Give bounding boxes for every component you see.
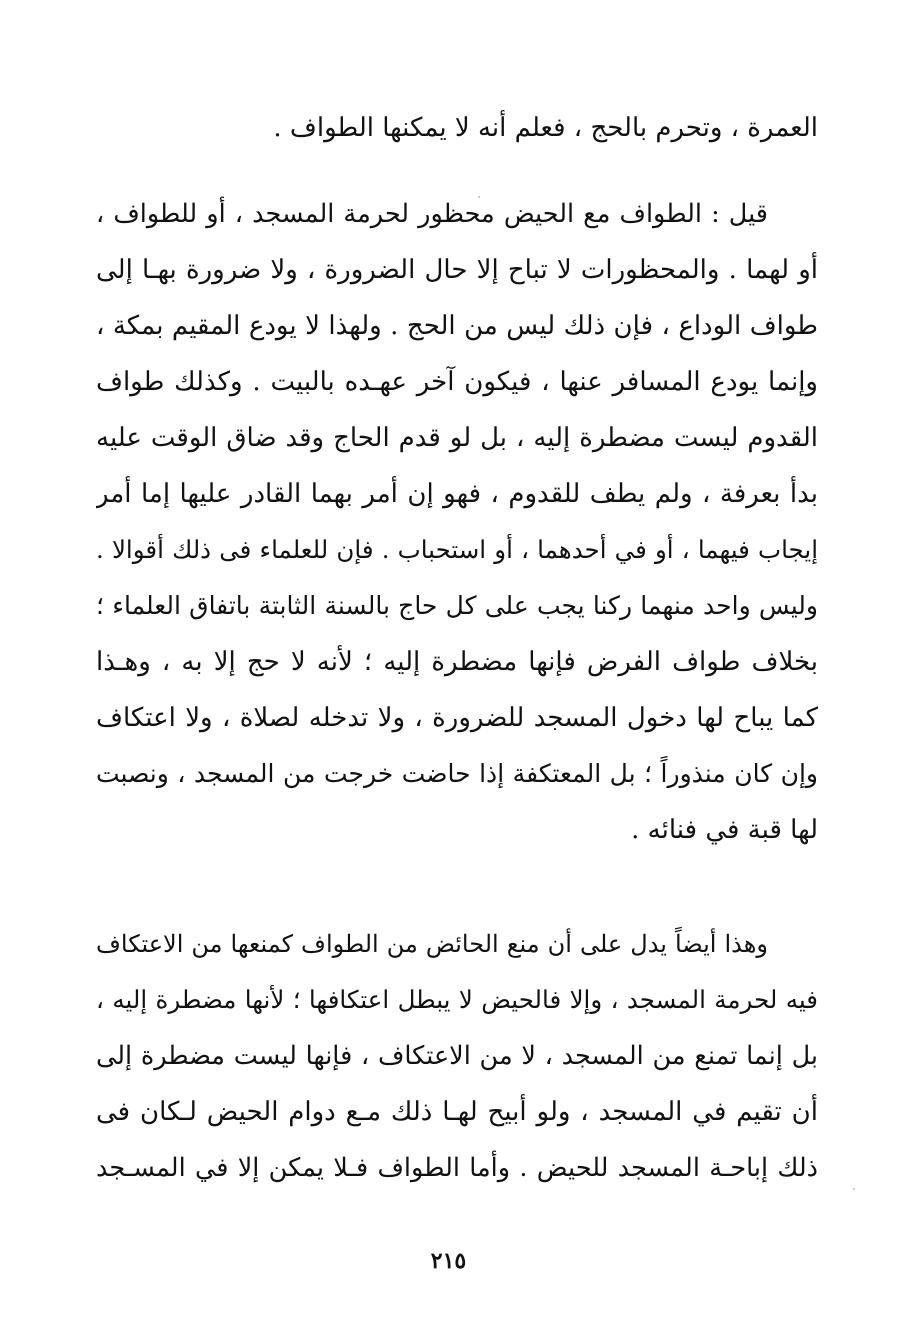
text-line: ذلك إباحـة المسجد للحيض . وأما الطواف فـلا يمكن إلا في المسـجد — [96, 1153, 818, 1183]
text-line: وهذا أيضاً يدل على أن منع الحائض من الطواف كمنعها من الاعتكاف — [96, 930, 768, 958]
page-number: ٢١٥ — [430, 1248, 467, 1274]
text-line: طواف الوداع ، فإن ذلك ليس من الحج . ولهذا لا يودع المقيم بمكة ، — [96, 311, 818, 341]
text-line: فيه لحرمة المسجد ، وإلا فالحيض لا يبطل اعتكافها ؛ لأنها مضطرة إليه ، — [96, 985, 818, 1014]
text-line: قيل : الطواف مع الحيض محظور لحرمة المسجد ، أو للطواف ، — [96, 199, 768, 229]
text-line: القدوم ليست مضطرة إليه ، بل لو قدم الحاج وقد ضاق الوقت عليه — [96, 423, 818, 453]
text-line: وليس واحد منهما ركنا يجب على كل حاج بالسنة الثابتة باتفاق العلماء ؛ — [96, 591, 818, 620]
text-line: لها قبة في فنائه . — [631, 815, 818, 845]
text-line: كما يباح لها دخول المسجد للضرورة ، ولا تدخله لصلاة ، ولا اعتكاف — [96, 703, 818, 733]
paragraph-2 — [96, 186, 818, 858]
text-line: بل إنما تمنع من المسجد ، لا من الاعتكاف ، فإنها ليست مضطرة إلى — [96, 1041, 818, 1071]
text-line: بخلاف طواف الفرض فإنها مضطرة إليه ؛ لأنه لا حج إلا به ، وهـذا — [96, 647, 818, 677]
text-line: بدأ بعرفة ، ولم يطف للقدوم ، فهو إن أمر بهما القادر عليها إما أمر — [96, 479, 818, 509]
text-line: إيجاب فيهما ، أو في أحدهما ، أو استحباب . فإن للعلماء فى ذلك أقوالا . — [96, 535, 818, 564]
paragraph-1 — [96, 100, 818, 156]
text-line: وإن كان منذوراً ؛ بل المعتكفة إذا حاضت خرجت من المسجد ، ونصبت — [96, 759, 818, 788]
text-line: العمرة ، وتحرم بالحج ، فعلم أنه لا يمكنها الطواف . — [273, 113, 818, 143]
paragraph-3 — [96, 916, 818, 1196]
text-line: وإنما يودع المسافر عنها ، فيكون آخر عهـده بالبيت . وكذلك طواف — [96, 367, 818, 397]
text-line: أن تقيم في المسجد ، ولو أبيح لهـا ذلك مـع دوام الحيض لـكان فى — [96, 1097, 818, 1127]
scan-speck — [853, 1188, 855, 1190]
text-line: أو لهما . والمحظورات لا تباح إلا حال الضرورة ، ولا ضرورة بهـا إلى — [96, 255, 818, 285]
scan-speck — [478, 196, 480, 198]
